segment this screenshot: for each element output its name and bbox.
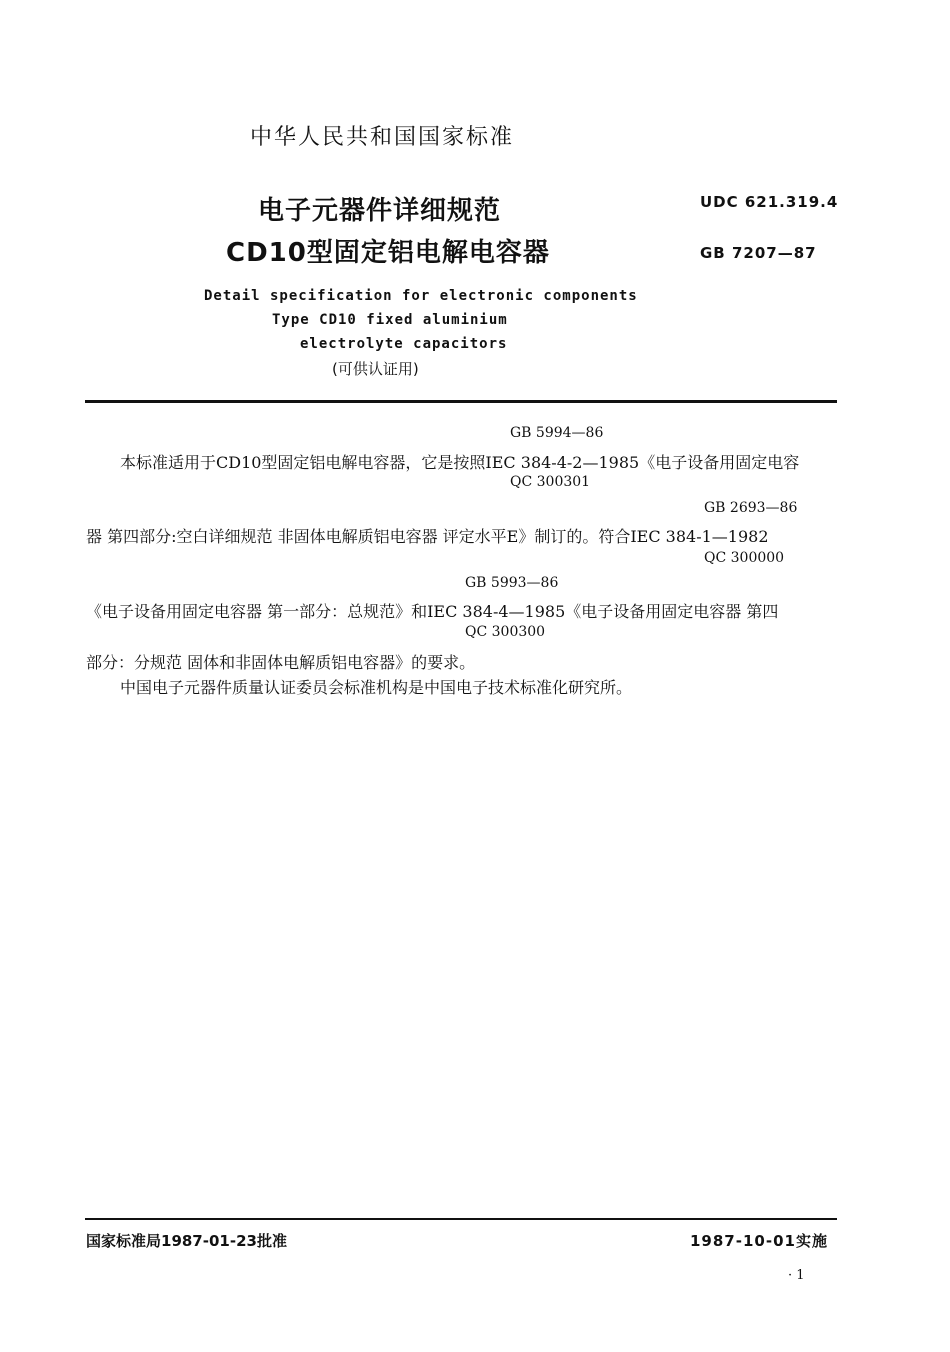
body-line-3: 《电子设备用固定电容器 第一部分：总规范》和IEC 384-4—1985《电子设备用固定电容器 第四 bbox=[86, 602, 779, 621]
national-standard-heading: 中华人民共和国国家标准 bbox=[250, 125, 515, 150]
approval-date: 国家标准局1987-01-23批准 bbox=[86, 1232, 287, 1250]
gb-standard-number: GB 7207—87 bbox=[700, 244, 817, 262]
title-zh-line2: CD10型固定铝电解电容器 bbox=[226, 238, 550, 268]
ref-gb5993: GB 5993—86 bbox=[465, 575, 559, 591]
body-line-1: 本标准适用于CD10型固定铝电解电容器，它是按照IEC 384-4-2—1985《电子设备用固定电容 bbox=[120, 453, 800, 472]
effective-date: 1987-10-01实施 bbox=[690, 1232, 828, 1250]
ref-gb5994: GB 5994—86 bbox=[510, 425, 604, 441]
ref-qc300300: QC 300300 bbox=[465, 624, 546, 640]
title-en-line2: Type CD10 fixed aluminium bbox=[272, 312, 508, 328]
title-zh-line1: 电子元器件详细规范 bbox=[258, 196, 502, 226]
body-line-4: 部分：分规范 固体和非固体电解质铝电容器》的要求。 bbox=[86, 653, 476, 672]
ref-qc300301: QC 300301 bbox=[510, 474, 591, 490]
ref-gb2693: GB 2693—86 bbox=[704, 500, 798, 516]
title-en-line3: electrolyte capacitors bbox=[300, 336, 508, 352]
title-en-line1: Detail specification for electronic components bbox=[204, 288, 638, 304]
ref-qc300000: QC 300000 bbox=[704, 550, 785, 566]
body-line-5: 中国电子元器件质量认证委员会标准机构是中国电子技术标准化研究所。 bbox=[120, 678, 633, 697]
udc-number: UDC 621.319.4 bbox=[700, 193, 839, 211]
page-number: · 1 bbox=[788, 1268, 805, 1283]
body-line-2: 器 第四部分:空白详细规范 非固体电解质铝电容器 评定水平E》制订的。符合IEC 384-1—1982 bbox=[86, 527, 769, 546]
header-divider bbox=[85, 400, 837, 403]
certification-note: (可供认证用) bbox=[332, 360, 419, 378]
footer-divider bbox=[85, 1218, 837, 1220]
